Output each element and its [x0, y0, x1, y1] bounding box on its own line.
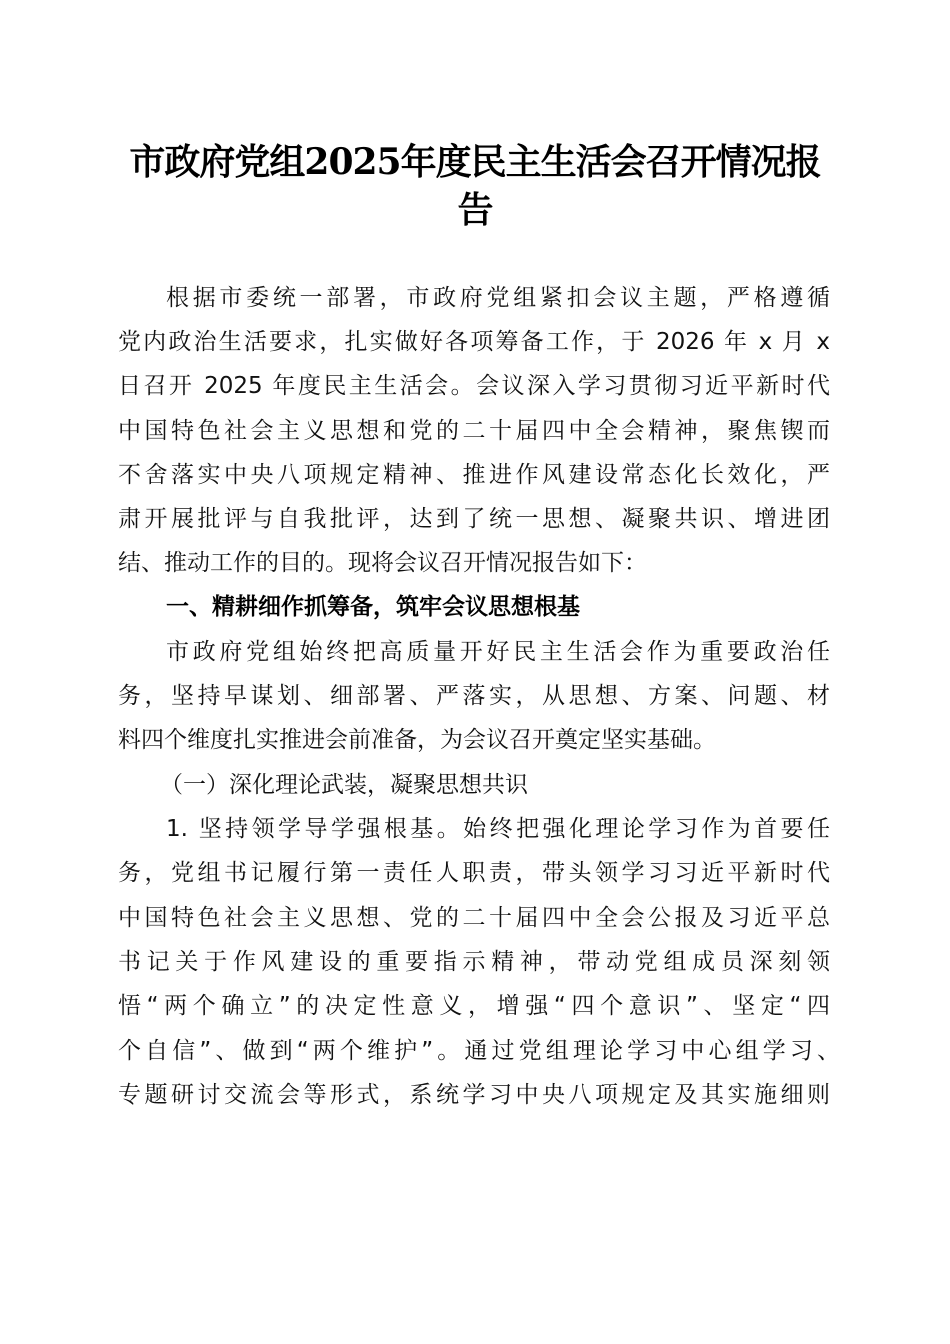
title-line-2: 告 — [457, 189, 493, 231]
paragraph-1-line-1: 根据市委统一部署，市政府党组紧扣会议主题，严格遵循 — [166, 285, 830, 311]
paragraph-2-line-2: 务，坚持早谋划、细部署、严落实，从思想、方案、问题、材 — [118, 683, 830, 709]
paragraph-3-line-2: 务，党组书记履行第一责任人职责，带头领学习习近平新时代 — [118, 860, 830, 886]
paragraph-1-line-7: 结、推动工作的目的。现将会议召开情况报告如下： — [118, 550, 647, 576]
paragraph-1-line-6: 肃开展批评与自我批评，达到了统一思想、凝聚共识、增进团 — [118, 506, 830, 532]
paragraph-2-line-3: 料四个维度扎实推进会前准备，为会议召开奠定坚实基础。 — [118, 727, 716, 753]
subsection-heading-1: （一）深化理论武装，凝聚思想共识 — [160, 772, 528, 798]
paragraph-1-line-2: 党内政治生活要求，扎实做好各项筹备工作，于 2026 年 x 月 x — [118, 329, 830, 355]
paragraph-3-line-4: 书记关于作风建设的重要指示精神，带动党组成员深刻领 — [118, 949, 830, 975]
paragraph-3-line-7: 专题研讨交流会等形式，系统学习中央八项规定及其实施细则 — [118, 1082, 830, 1108]
paragraph-1-line-4: 中国特色社会主义思想和党的二十届四中全会精神，聚焦锲而 — [118, 418, 830, 444]
paragraph-2-line-1: 市政府党组始终把高质量开好民主生活会作为重要政治任 — [166, 639, 830, 665]
paragraph-3-line-5: 悟“两个确立”的决定性意义，增强“四个意识”、坚定“四 — [118, 993, 830, 1019]
document-title — [118, 138, 832, 234]
paragraph-3-line-6: 个自信”、做到“两个维护”。通过党组理论学习中心组学习、 — [118, 1038, 840, 1064]
paragraph-1-line-3: 日召开 2025 年度民主生活会。会议深入学习贯彻习近平新时代 — [118, 373, 830, 399]
paragraph-3-line-1: 1. 坚持领学导学强根基。始终把强化理论学习作为首要任 — [166, 816, 830, 842]
paragraph-3-line-3: 中国特色社会主义思想、党的二十届四中全会公报及习近平总 — [118, 905, 830, 931]
title-line-1: 市政府党组2025年度民主生活会召开情况报 — [129, 141, 821, 183]
section-heading-1: 一、精耕细作抓筹备，筑牢会议思想根基 — [166, 594, 580, 620]
paragraph-1-line-5: 不舍落实中央八项规定精神、推进作风建设常态化长效化，严 — [118, 462, 830, 488]
